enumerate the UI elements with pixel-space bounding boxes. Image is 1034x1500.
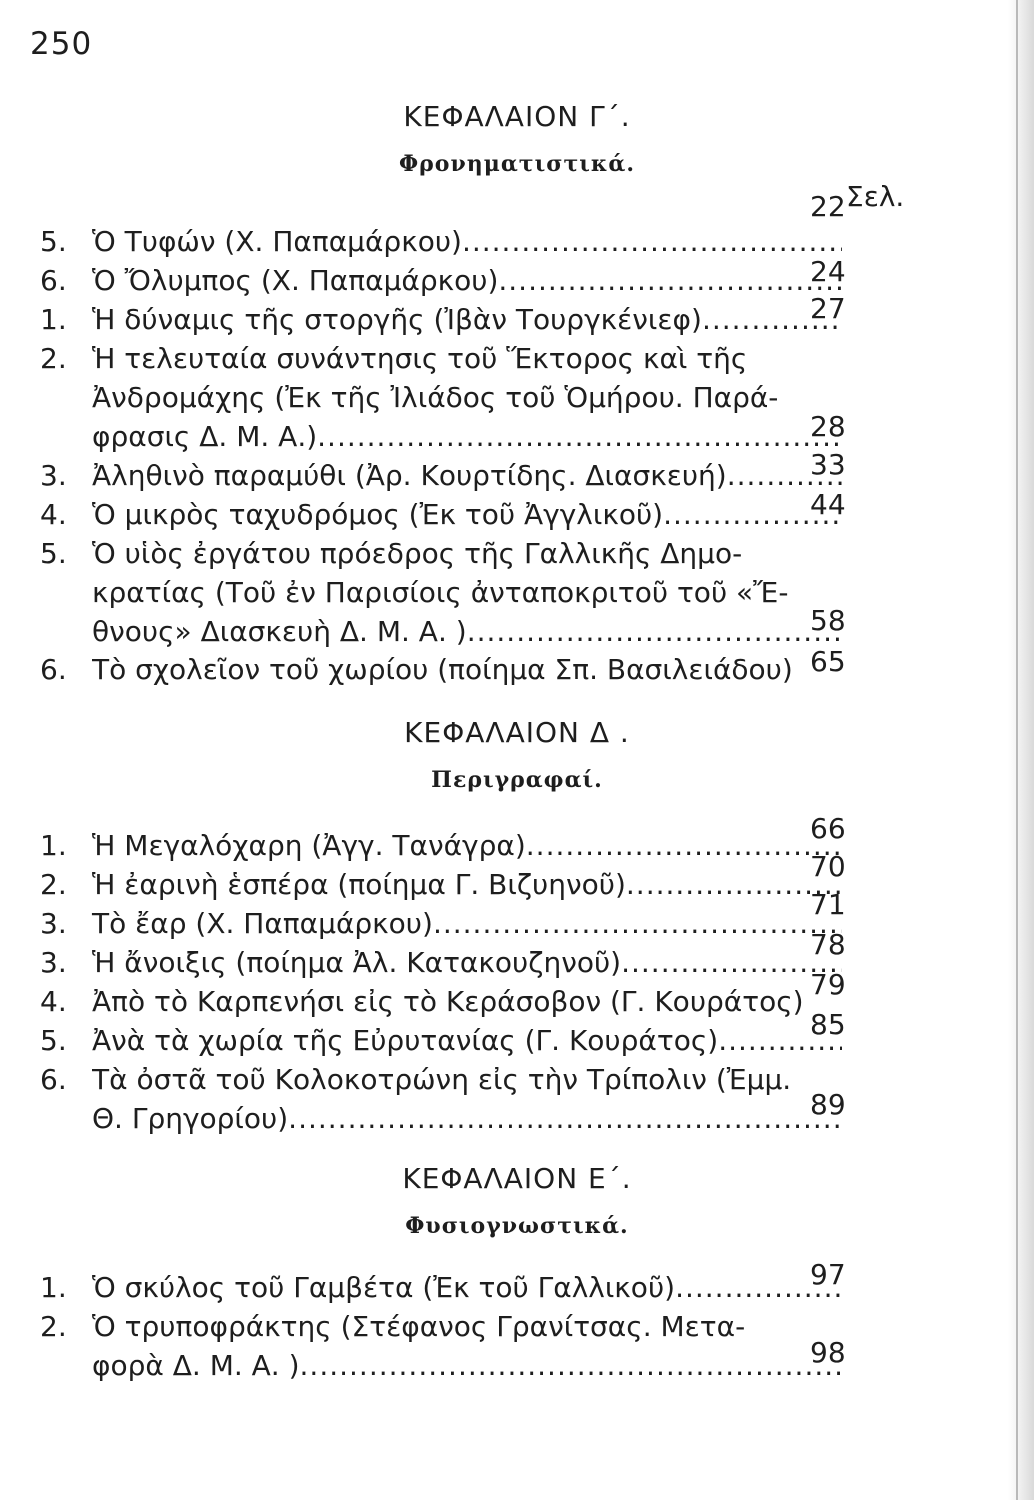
entry-text: Τὸ ἔαρ (Χ. Παπαμάρκου) [92,907,433,940]
entry-text: Ὁ Τυφών (Χ. Παπαμάρκου) [92,225,462,258]
entry-page: 28 [810,410,846,443]
entry-page: 71 [810,888,846,921]
entry-page: 78 [810,928,846,961]
entry-number: 2. [40,1310,67,1343]
entry-text: Ἡ ἄνοιξις (ποίημα Ἀλ. Κατακουζηνοῦ) [92,946,622,979]
entry-number: 3. [40,946,67,979]
entry-text: Ὁ σκύλος τοῦ Γαμβέτα (Ἐκ τοῦ Γαλλικοῦ) [92,1271,676,1304]
entry-number: 1. [40,303,67,336]
entry-number: 4. [40,498,67,531]
chapter-title: ΚΕΦΑΛΑΙΟΝ Γ΄. [403,100,631,133]
chapter-title: ΚΕΦΑΛΑΙΟΝ Ε΄. [402,1162,632,1195]
entry-page: 85 [810,1008,846,1041]
entry-page: 66 [810,812,846,845]
entry-page: 65 [810,645,846,678]
entry-text: Ἀνὰ τὰ χωρία τῆς Εὐρυτανίας (Γ. Κουράτος) [92,1024,719,1057]
entry-number: 2. [40,868,67,901]
entry-number: 6. [40,264,67,297]
page-number: 250 [30,26,93,62]
entry-page: 33 [810,448,846,481]
entry-number: 5. [40,537,67,570]
entry-text: Τὰ ὀστᾶ τοῦ Κολοκοτρώνη εἰς τὴν Τρίπολιν (Ἐμμ. [92,1063,792,1096]
entry-text: Ὁ υἱὸς ἐργάτου πρόεδρος τῆς Γαλλικῆς Δημο- [92,537,743,570]
entry-text: Ἡ τελευταία συνάντησις τοῦ Ἕκτορος καὶ τῆς [92,342,748,375]
entry-text: Τὸ σχολεῖον τοῦ χωρίου (ποίημα Σπ. Βασιλειάδου) [92,653,793,686]
entry-text: Ἀνδρομάχης (Ἐκ τῆς Ἰλιάδος τοῦ Ὁμήρου. Παρά- [92,381,779,414]
entry-number: 3. [40,907,67,940]
entry-text: Ἡ δύναμις τῆς στοργῆς (Ἰβὰν Τουργκένιεφ) [92,303,702,336]
entry-page: 79 [810,968,846,1001]
entry-number: 1. [40,1271,67,1304]
chapter-subtitle: Φρονηματιστικά. [399,151,635,177]
entry-number: 5. [40,1024,67,1057]
chapter-title: ΚΕΦΑΛΑΙΟΝ Δ . [404,716,630,749]
entry-number: 6. [40,1063,67,1096]
entry-number: 4. [40,985,67,1018]
entry-text: Ἡ Μεγαλόχαρη (Ἀγγ. Τανάγρα) [92,829,526,862]
entry-number: 2. [40,342,67,375]
entry-page: 70 [810,850,846,883]
entry-text: Ἀπὸ τὸ Καρπενήσι εἰς τὸ Κεράσοβον (Γ. Κουράτος) [92,985,804,1018]
entry-page: 98 [810,1336,846,1369]
entry-number: 5. [40,225,67,258]
entry-text: Ὁ τρυποφράκτης (Στέφανος Γρανίτσας. Μετα- [92,1310,746,1343]
page-column-header: Σελ. [846,180,905,213]
entry-number: 1. [40,829,67,862]
entry-text: Ὁ Ὄλυμπος (Χ. Παπαμάρκου) [92,264,499,297]
entry-text: Ἡ ἐαρινὴ ἑσπέρα (ποίημα Γ. Βιζυηνοῦ) [92,868,626,901]
entry-number: 3. [40,459,67,492]
entry-text: φρασις Δ. Μ. Α.) [92,420,318,453]
chapter-heading-delta [0,716,1034,793]
entry-text: Ὁ μικρὸς ταχυδρόμος (Ἐκ τοῦ Ἀγγλικοῦ) [92,498,664,531]
entry-text: Ἀληθινὸ παραμύθι (Ἀρ. Κουρτίδης. Διασκευή) [92,459,727,492]
entry-number: 6. [40,653,67,686]
entry-text: φορὰ Δ. Μ. Α. ) [92,1349,300,1382]
entry-page: 24 [810,255,846,288]
entry-page: 22 [810,190,846,223]
entry-page: 97 [810,1258,846,1291]
entry-text: θνους» Διασκευὴ Δ. Μ. Α. ) [92,615,467,648]
chapter-heading-epsilon [0,1162,1034,1239]
entry-page: 44 [810,488,846,521]
entry-text: Θ. Γρηγορίου) [92,1102,289,1135]
entry-text: κρατίας (Τοῦ ἐν Παρισίοις ἀνταποκριτοῦ τοῦ «Ἔ- [92,576,789,609]
chapter-subtitle: Φυσιογνωστικά. [405,1213,629,1239]
entry-page: 27 [810,292,846,325]
chapter-heading-gamma [0,100,1034,177]
chapter-subtitle: Περιγραφαί. [431,767,603,793]
entry-page: 89 [810,1088,846,1121]
entry-page: 58 [810,604,846,637]
